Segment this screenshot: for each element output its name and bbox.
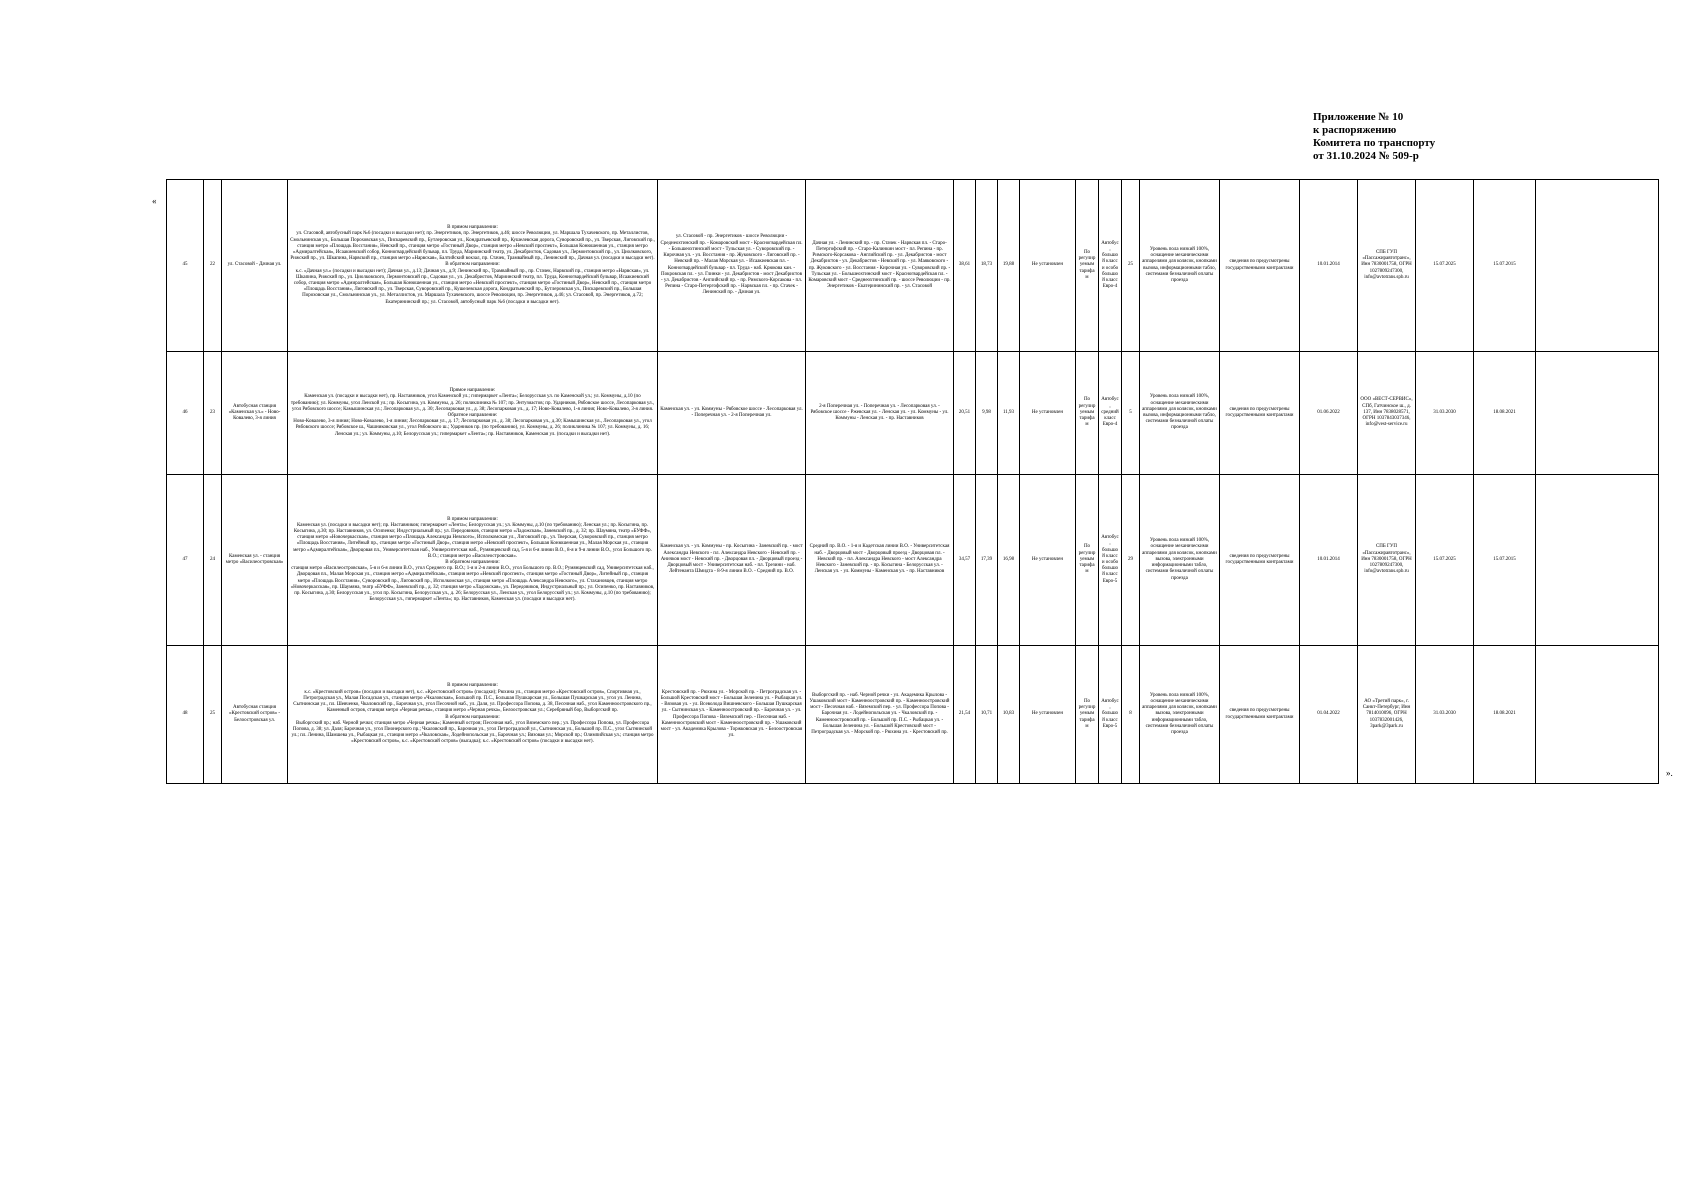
- route-length-return: 10,83: [998, 646, 1020, 784]
- route-name: ул. Стасовой - Дачная ул.: [222, 180, 288, 352]
- route-number: 25: [204, 646, 222, 784]
- vehicle-class: Автобус, большой класс и особо большой класс Евро-4: [1099, 180, 1122, 352]
- table-row: [167, 475, 1659, 646]
- forward-streets: Каменская ул. - ул. Коммуны - пр. Косыгина - Заневский пр. - мост Александра Невского - пл. Александра Невского - Невский пр. - Аничков мост - Невский пр. - Дворцовая пл. - Дворцовый проезд - Дворцовый мост - Университетская наб. - пл. Трезини - наб. Лейтенанта Шмидта - 8-9-я линии В.О. - Средний пр. В.О.: [658, 475, 806, 646]
- forward-streets: Крестовский пр. - Рюхина ул. - Морской пр. - Петроградская ул. - Большой Крестовский мост - Большая Зеленина ул. - Рыбацкая ул. - Вязовая ул. - ул. Всеволода Вишневского - Большая Пушкарская ул. - Сытнинская ул. - Каменноостровский пр. - Барочная ул. - ул. Профессора Попова - Вяземский пер. - Песочная наб. - Каменноостровский мост - Каменноостровский пр. - Ушаковский мост - ул. Академика Крылова - Торжковская ул. - Белоостровская ул.: [658, 646, 806, 784]
- route-length-total: 34,57: [954, 475, 976, 646]
- contract-start-date: 15.07.2015: [1474, 475, 1536, 646]
- return-direction-title: Обратное направление:: [447, 413, 498, 418]
- extra-notes: [1536, 475, 1659, 646]
- contract-basis: сведения по предусмотрены государственными контрактами: [1220, 646, 1300, 784]
- tariff-type: По регулируемым тарифам: [1076, 475, 1099, 646]
- table-row: [167, 352, 1659, 475]
- route-name: Каменская ул. - станция метро «Василеостровская»: [222, 475, 288, 646]
- forward-direction-stops: ул. Стасовой, автобусный парк №6 (посадки и высадки нет); пр. Энергетиков, пр. Энергетиков, д.46; шоссе Революции, ул. Маршала Тухачевского, пр. Металлистов, Смольнинская ул., Большая Пороховская ул., Пискаревский пр., Бутлеровская ул., Кондратьевский пр., Кушелевская дорога, Суворовский пр., ул. Тверская, Лиговский пр., станция метро «Площадь Восстания», Невский пр., станция метро «Гостиный Двор», станция метро «Невский проспект», Большая Конюшенная ул., станция метро «Адмиралтейская», Исаакиевский собор, Конногвардейский бульвар, пл. Труда, Мариинский театр, ул. Декабристов, Садовая ул., Лермонтовский пр., ул. Циолковского, Рижский пр., ул. Шкапина, Нарвский пр., станция метро «Нарвская», Балтийский вокзал, пр. Стачек, Трамвайный пр., Ленинский пр., Дачная ул. (посадки и высадки нет).: [290, 231, 655, 262]
- route-length-total: 38,61: [954, 180, 976, 352]
- forward-direction-stops: Каменская ул. (посадки и высадки нет); пр. Наставников; гипермаркет «Лента»; Белорусская ул.; ул. Коммуны, д.10 (по требованию); Ленская ул.; пр. Косыгина, пр. Косыгина, д.30; пр. Наставников, ул. Осипенко; Индустриальный пр.; ул. Передовиков, станция метро «Ладожская», Заневский пр., д. 32; пр. Шаумяна, театр «БУФФ», станция метро «Новочеркасская», станция метро «Площадь Александра Невского», Исполкомская ул., Лиговский пр., ул. Тверская, Суворовский пр., станция метро «Площадь Восстания», Литейный пр., станция метро «Гостиный Двор», станция метро «Невский проспект», Большая Конюшенная ул., Малая Морская ул., станция метро «Адмиралтейская», Дворцовая пл., Университетская наб., Университетская наб., Румянцевский сад, 5-я и 6-я линии В.О., 8-я и 9-я линии В.О., угол Большого пр. В.О.; станция метро «Василеостровская».: [293, 522, 652, 559]
- route-length-forward: 17,39: [976, 475, 998, 646]
- route-stops-description: [288, 180, 658, 352]
- operator-info: ООО «ВЕСТ-СЕРВИС», СПб, Гатчинское ш., д. 137, Инн 7838028571, ОГРН 1037843037346, info@vest-service.ru: [1358, 352, 1416, 475]
- return-streets: Выборгский пр. - наб. Черной речки - ул. Академика Крылова - Ушаковский мост - Каменноостровский пр. - Каменноостровский мост - Песочная наб. - Вяземский пер. - ул. Профессора Попова - Барочная ул. - Лодейнопольская ул. - Чкаловский пр. - Каменноостровский пр. - Большой пр. П.С. - Рыбацкая ул. - Большая Зеленина ул. - Большой Крестовский мост - Петроградская ул. - Морской пр. - Рюхина ул. - Крестовский пр.: [806, 646, 954, 784]
- forward-direction-title: В прямом направлении:: [447, 225, 498, 231]
- route-length-total: 21,54: [954, 646, 976, 784]
- route-name: Автобусная станция «Крестовский остров» - Белоостровская ул.: [222, 646, 288, 784]
- start-date: 01.04.2022: [1300, 646, 1358, 784]
- vehicle-count: 8: [1122, 646, 1140, 784]
- tariff-type: По регулируемым тарифам: [1076, 352, 1099, 475]
- vehicle-count: 29: [1122, 475, 1140, 646]
- route-length-total: 20,51: [954, 352, 976, 475]
- operator-info: СПБ ГУП «Пассажиравтотранс», Инн 7830001758, ОГРН 1027809247300, info@avtotrans.spb.ru: [1358, 180, 1416, 352]
- route-stops-description: [288, 475, 658, 646]
- return-direction-title: В обратном направлении:: [445, 262, 500, 268]
- row-number: 47: [167, 475, 204, 646]
- contract-end-date: 15.07.2025: [1416, 475, 1474, 646]
- route-number: 24: [204, 475, 222, 646]
- table-row: [167, 646, 1659, 784]
- operator-info: СПБ ГУП «Пассажиравтотранс», Инн 7830001758, ОГРН 1027809247300, info@avtotrans.spb.ru: [1358, 475, 1416, 646]
- row-number: 46: [167, 352, 204, 475]
- return-direction-stops: к.с. «Дачная ул.» (посадки и высадки нет); Дачная ул., д.13; Дачная ул., д.9; Ленинский пр., Трамвайный пр., пр. Стачек, Нарвский пр., станция метро «Нарвская», ул. Шкапина, Рижский пр., ул. Циолковского, Лермонтовский пр., Садовая ул., ул. Декабристов, Мариинский театр, пл. Труда, Конногвардейский бульвар, Исаакиевский собор, станция метро «Адмиралтейская», Большая Конюшенная ул., станция метро «Невский проспект», станция метро «Гостиный Двор», Невский пр., станция метро «Площадь Восстания», Лиговский пр., ул. Тверская, Суворовский пр., Кушелевская дорога, Кондратьевский пр., Бутлеровская ул., Пискаревский пр., Большая Пороховская ул., Смольнинская ул., ул. Металлистов, ул. Маршала Тухачевского, шоссе Революции, пр. Энергетиков, д.46; ул. Стасовой, пр. Энергетиков, д.72; Екатерининский пр.; ул. Стасовой, автобусный парк №6 (посадки и высадки нет).: [293, 268, 652, 305]
- vehicle-count: 25: [1122, 180, 1140, 352]
- extra-notes: [1536, 180, 1659, 352]
- stops-order: Не установлен: [1020, 352, 1076, 475]
- quote-close-mark: ».: [1666, 768, 1673, 778]
- table-row: [167, 180, 1659, 352]
- start-date: 10.01.2014: [1300, 475, 1358, 646]
- row-number: 48: [167, 646, 204, 784]
- contract-basis: сведения по предусмотрены государственными контрактами: [1220, 475, 1300, 646]
- vehicle-class: Автобус, большой класс Евро-5: [1099, 646, 1122, 784]
- vehicle-equipment: Уровень пола низкий 100%, оснащение механическими аппарелями для колясок, кнопками вызова, информационными табло, системами безналичной оплаты проезда: [1140, 352, 1220, 475]
- quote-open-mark: «: [152, 196, 157, 206]
- return-streets: Средний пр. В.О. - 1-я и Кадетская линии В.О. - Университетская наб. - Дворцовый мост - Дворцовый проезд - Дворцовая пл. - Невский пр. - пл. Александра Невского - мост Александра Невского - Заневский пр. - пр. Косыгина - Белорусская ул. - Ленская ул. - ул. Коммуны - Каменская ул. - пр. Наставников: [806, 475, 954, 646]
- route-length-forward: 9,98: [976, 352, 998, 475]
- forward-direction-title: В прямом направлении:: [447, 683, 498, 689]
- operator-info: АО «Третий парк», г. Санкт-Петербург, Инн 7814010096, ОГРН 1037832001426, 3park@3park.ru: [1358, 646, 1416, 784]
- return-direction-title: В обратном направлении:: [445, 560, 500, 565]
- route-stops-description: [288, 352, 658, 475]
- vehicle-count: 5: [1122, 352, 1140, 475]
- appendix-header: [1313, 111, 1633, 163]
- route-name: Автобусная станция «Каменская ул.» - Ново-Ковалево, 3-я линия: [222, 352, 288, 475]
- vehicle-equipment: Уровень пола низкий 100%, оснащение механическими аппарелями для колясок, кнопками вызова, электронными информационными табло, системами безналичной оплаты проезда: [1140, 646, 1220, 784]
- route-length-return: 19,88: [998, 180, 1020, 352]
- contract-basis: сведения по предусмотрены государственными контрактами: [1220, 180, 1300, 352]
- forward-direction-title: Прямое направление:: [449, 388, 496, 394]
- routes-table: [166, 179, 1659, 784]
- tariff-type: По регулируемым тарифам: [1076, 180, 1099, 352]
- return-direction-stops: Выборгский пр.; наб. Черной речки; станция метро «Черная речка»; Каменный остров; Песочная наб., угол Вяземского пер.; ул. Профессора Попова, ул. Профессора Попова, д. 38; ул. Даля; Барочная ул., угол Пионерского пр.; Чкаловский пр., Барочная ул., угол Петроградской ул., Сытнинская ул., Большой пр. П.С., угол Сытнинской ул.; пл. Ленина, Шамшева ул., Рыбацкая ул., станция метро «Чкаловская», Лодейнопольская ул., Барочная ул.; Вязовая ул.; Морской пр.; Олимпийская ул.; станция метро «Крестовский остров», к.с. «Крестовский остров» (высадка); к.с. «Крестовский остров» (посадки и высадки нет).: [291, 720, 654, 745]
- extra-notes: [1536, 352, 1659, 475]
- return-streets: 2-я Поперечная ул. - Поперечная ул. - Лесопарковая ул. - Рябовское шоссе - Ржевская ул. - Ленская ул. - ул. Коммуны - ул. Коммуны - Ленская ул. - пр. Наставников: [806, 352, 954, 475]
- return-streets: Дачная ул. - Ленинский пр. - пр. Стачек - Нарвская пл. - Старо-Петергофский пр. - Старо-Калинкин мост - пл. Репина - пр. Римского-Корсакова - Английский пр. - ул. Декабристов - мост Декабристов - ул. Декабристов - Невский пр. - ул. Маяковского - пр. Жуковского - ул. Восстания - Кирочная ул. - Суворовский пр. - Тульская ул. - Большеохтинский мост - Красногвардейская пл. - Комаровский мост - Среднеохтинский пр. - шоссе Революции - пр. Энергетиков - Екатерининский пр. - ул. Стасовой: [806, 180, 954, 352]
- forward-direction-stops: Каменская ул. (посадки и высадки нет), пр. Наставников, угол Каменской ул.; гипермаркет «Лента»; Белорусская ул. по Каменской ул.; ул. Коммуны, д.10 (по требованию); ул. Коммуны, угол Ленской ул.; пр. Косыгина, ул. Коммуны, д. 26; поликлиника № 107; пр. Энтузиастов; пр. Ударников, Рябовское шоссе, Лесопарковая ул., угол Рябовского шоссе; Камышинская ул.; Лесопарковая ул., д. 30; Лесопарковая ул., д. 38; Лесопарковая ул., д. 17; Ново-Ковалево, 1-я линия; Ново-Ковалево, 3-я линия.: [290, 394, 655, 412]
- route-length-forward: 10,71: [976, 646, 998, 784]
- extra-notes: [1536, 646, 1659, 784]
- contract-start-date: 18.08.2021: [1474, 352, 1536, 475]
- appendix-date: от 31.10.2024 № 509-р: [1313, 150, 1419, 162]
- appendix-order-ref: к распоряжению: [1313, 124, 1397, 136]
- return-direction-title: В обратном направлении:: [445, 714, 500, 720]
- forward-streets: Каменская ул. - ул. Коммуны - Рябовское шоссе - Лесопарковая ул. - Поперечная ул. - 2-я Поперечная ул.: [658, 352, 806, 475]
- contract-basis: сведения по предусмотрены государственными контрактами: [1220, 352, 1300, 475]
- route-length-forward: 18,73: [976, 180, 998, 352]
- vehicle-class: Автобус, средний класс Евро-4: [1099, 352, 1122, 475]
- contract-end-date: 31.03.2030: [1416, 352, 1474, 475]
- appendix-committee: Комитета по транспорту: [1313, 137, 1436, 149]
- stops-order: Не установлен: [1020, 646, 1076, 784]
- vehicle-equipment: Уровень пола низкий 100%, оснащение механическими аппарелями для колясок, кнопками вызова, информационными табло, системами безналичной оплаты проезда: [1140, 180, 1220, 352]
- route-length-return: 16,98: [998, 475, 1020, 646]
- vehicle-equipment: Уровень пола низкий 100%, оснащение механическими аппарелями для колясок, кнопками вызова, электронными информационными табло, системами безналичной оплаты проезда: [1140, 475, 1220, 646]
- forward-streets: ул. Стасовой - пр. Энергетиков - шоссе Революции - Среднеохтинский пр. - Комаровский мост - Красногвардейская пл. - Большеохтинский мост - Тульская ул. - Суворовский пр. - Кирочная ул. - ул. Восстания - пр. Жуковского - Лиговский пр. - Невский пр. - Малая Морская ул. - Исаакиевская пл. - Конногвардейский бульвар - пл. Труда - наб. Крюкова кан. - Покровская пл. - ул. Глинки - ул. Декабристов - мост Декабристов - ул. Декабристов - Английский пр. - пр. Римского-Корсакова - пл. Репина - Старо-Петергофский пр. - Нарвская пл. - пр. Стачек - Ленинский пр. - Дачная ул.: [658, 180, 806, 352]
- row-number: 45: [167, 180, 204, 352]
- stops-order: Не установлен: [1020, 475, 1076, 646]
- route-number: 22: [204, 180, 222, 352]
- return-direction-stops: станция метро «Василеостровская», 5-я и 6-я линии В.О., угол Среднего пр. В.О.; 1-я и 2-я линии В.О., угол Большого пр. В.О.; Румянцевский сад, Университетская наб., Дворцовая пл., Малая Морская ул., станция метро «Адмиралтейская», станция метро «Невский проспект», станция метро «Гостиный Двор», Литейный пр., станция метро «Площадь Восстания», Суворовский пр., Лиговский пр., Исполкомская ул., станция метро «Площадь Александра Невского», ул. Стахановцев, станция метро «Новочеркасская», пр. Шаумяна, театр «БУФФ», Заневский пр., д. 32; станция метро «Ладожская», ул. Передовиков, Индустриальный пр.; ул. Осипенко, пр. Наставников, пр. Косыгина, д.30; Белорусская ул., угол пр. Косыгина, Белорусская ул., д. 26; Белорусская ул., Ленская ул., угол Белорусской ул.; ул. Коммуны, д.10 (по требованию); Белорусская ул., гипермаркет «Лента»; пр. Наставников, Каменская ул. (посадки и высадки нет).: [290, 566, 655, 603]
- route-number: 23: [204, 352, 222, 475]
- return-direction-stops: Ново-Ковалево, 3-я линия; Ново-Ковалево, 1-я линия; Лесопарковая ул., д. 17; Лесопарковая ул., д. 38; Лесопарковая ул., д.30; Камышинская ул., Лесопарковая ул., угол Рябовского шоссе; Рябовское ш., Чашниковская ул., угол Рябовского ш.; Ударников пр. (по требованию), ул. Коммуны, д. 26; поликлиника № 107; ул. Коммуны, д. 16; Ленская ул.; ул. Коммуны, д.10; Белорусская ул.; гипермаркет «Лента»; пр. Наставников, Каменская ул. (посадки и высадки нет).: [293, 419, 652, 437]
- route-stops-description: [288, 646, 658, 784]
- tariff-type: По регулируемым тарифам: [1076, 646, 1099, 784]
- contract-end-date: 15.07.2025: [1416, 180, 1474, 352]
- appendix-number: Приложение № 10: [1313, 111, 1404, 123]
- contract-start-date: 18.08.2021: [1474, 646, 1536, 784]
- start-date: 10.01.2014: [1300, 180, 1358, 352]
- stops-order: Не установлен: [1020, 180, 1076, 352]
- route-length-return: 11,93: [998, 352, 1020, 475]
- vehicle-class: Автобус, большой класс и особо большой класс Евро-5: [1099, 475, 1122, 646]
- contract-end-date: 31.03.2030: [1416, 646, 1474, 784]
- forward-direction-stops: к.с. «Крестовский остров» (посадки и высадки нет), к.с. «Крестовский остров» (посадки); Рюхина ул., станция метро «Крестовский остров», Спортивная ул., Петроградская ул., Малая Посадская ул., станция метро «Чкаловская», Большой пр. П.С., Большая Пушкарская ул., Большая Пушкарская ул., угол ул. Ленина, Сытнинская ул., пл. Шевченко, Чкаловский пр., Барочная ул., угол Песочной наб., ул. Даля, ул. Профессора Попова, д. 38, Песочная наб., угол Каменноостровского пр., Каменный остров, станция метро «Черная речка», станция метро «Черная речка», Белоостровская ул.; Серебряный бор, Выборгский пр.: [293, 689, 652, 714]
- start-date: 01.06.2022: [1300, 352, 1358, 475]
- forward-direction-title: В прямом направлении:: [447, 516, 498, 522]
- contract-start-date: 15.07.2015: [1474, 180, 1536, 352]
